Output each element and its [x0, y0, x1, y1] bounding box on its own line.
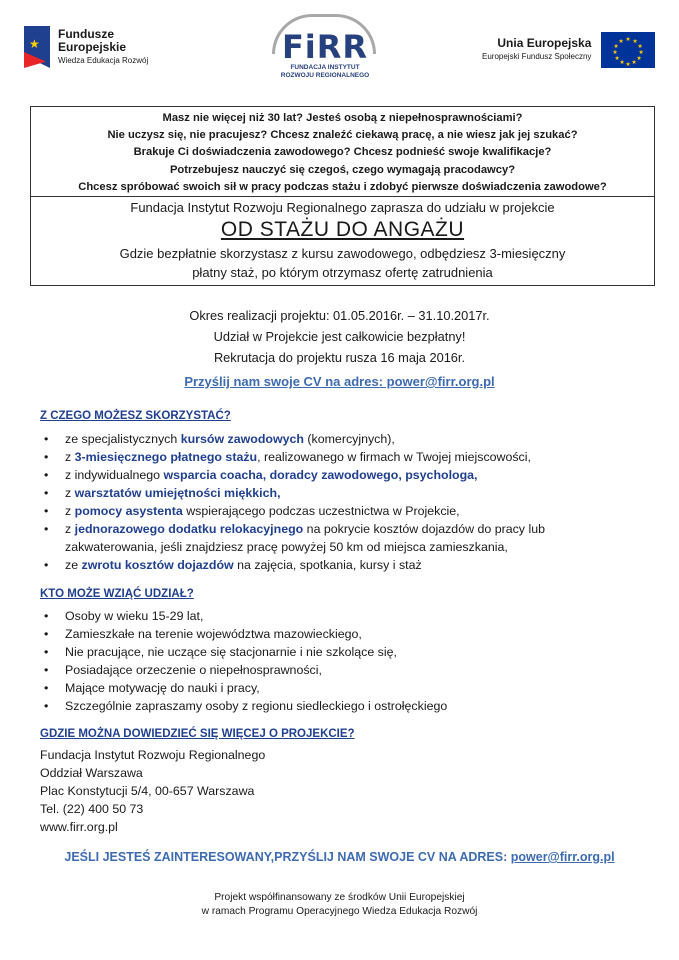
benefits-list	[44, 430, 545, 574]
contact-phone: Tel. (22) 400 50 73	[40, 802, 144, 816]
list-item: • ze zwrotu kosztów dojazdów na zajęcia, spotkania, kursy i staż	[44, 556, 545, 574]
page-footer	[0, 891, 679, 919]
question-line: Masz nie więcej niż 30 lat? Jesteś osobą z niepełnosprawnościami?	[162, 112, 523, 124]
project-info	[0, 305, 679, 368]
cv-link[interactable]: Przyślij nam swoje CV na adres: power@firr.org.pl	[184, 374, 495, 389]
ue-line2: Europejski Fundusz Społeczny	[482, 52, 592, 61]
contact-branch: Oddział Warszawa	[40, 766, 143, 780]
project-title: OD STAŻU DO ANGAŻU	[220, 218, 465, 241]
contact-block	[40, 746, 265, 836]
cta-email-link[interactable]: power@firr.org.pl	[510, 850, 615, 864]
contact-address: Plac Konstytucji 5/4, 00-657 Warszawa	[40, 784, 255, 798]
project-period: Okres realizacji projektu: 01.05.2016r. – 31.10.2017r.	[189, 308, 490, 323]
eu-flag-icon: ★ ★ ★ ★ ★ ★ ★ ★ ★ ★ ★ ★	[601, 32, 655, 68]
questions-block	[31, 107, 654, 197]
fe-mark-icon: ★	[24, 26, 50, 68]
list-item: • z 3-miesięcznego płatnego stażu, realizowanego w firmach w Twojej miejscowości,	[44, 448, 545, 466]
page-header	[0, 0, 679, 95]
fe-line3: Wiedza Edukacja Rozwój	[58, 55, 149, 65]
project-desc-line2: płatny staż, po którym otrzymasz ofertę zatrudnienia	[192, 265, 493, 280]
intro-box	[30, 106, 655, 286]
project-free: Udział w Projekcie jest całkowicie bezpłatny!	[213, 329, 466, 344]
list-item: • z pomocy asystenta wspierającego podczas uczestnictwa w Projekcie,	[44, 502, 545, 520]
fundusze-europejskie-logo	[24, 26, 148, 68]
fe-line2: Europejskie	[58, 39, 127, 54]
list-item: • Zamieszkałe na terenie województwa mazowieckiego,	[44, 625, 447, 643]
unia-europejska-logo	[482, 32, 655, 68]
firr-sub2: ROZWOJU REGIONALNEGO	[280, 72, 370, 79]
eligibility-list	[44, 607, 447, 715]
list-item: • Posiadające orzeczenie o niepełnosprawności,	[44, 661, 447, 679]
contact-org: Fundacja Instytut Rozwoju Regionalnego	[40, 748, 266, 762]
firr-name: FiRR	[281, 28, 369, 66]
invite-text: Fundacja Instytut Rozwoju Regionalnego zaprasza do udziału w projekcie	[130, 200, 555, 215]
list-item: • Szczególnie zapraszamy osoby z regionu siedleckiego i ostrołęckiego	[44, 697, 447, 715]
project-block	[31, 197, 654, 282]
question-line: Brakuje Ci doświadczenia zawodowego? Chcesz podnieść swoje kwalifikacje?	[133, 146, 552, 159]
benefits-title: Z CZEGO MOŻESZ SKORZYSTAĆ?	[40, 410, 231, 422]
eligibility-title: KTO MOŻE WZIĄĆ UDZIAŁ?	[40, 588, 194, 600]
list-item: • z indywidualnego wsparcia coacha, doradcy zawodowego, psychologa,	[44, 466, 545, 484]
list-item: • Nie pracujące, nie uczące się stacjonarnie i nie szkolące się,	[44, 643, 447, 661]
more-info-title: GDZIE MOŻNA DOWIEDZIEĆ SIĘ WIĘCEJ O PROJEKCIE?	[40, 728, 355, 740]
project-recruitment: Rekrutacja do projektu rusza 16 maja 2016r.	[213, 350, 466, 365]
footer-line2: w ramach Programu Operacyjnego Wiedza Edukacja Rozwój	[201, 906, 478, 917]
list-item: • z jednorazowego dodatku relokacyjnego na pokrycie kosztów dojazdów do pracy lub zakwaterowania, jeśli znajdziesz pracę powyżej 50 km od miejsca zamieszkania,	[44, 520, 545, 556]
list-item: • ze specjalistycznych kursów zawodowych (komercyjnych),	[44, 430, 545, 448]
question-line: Chcesz spróbować swoich sił w pracy podczas stażu i zdobyć pierwsze doświadczenia zawodowe?	[78, 180, 607, 193]
question-line: Potrzebujesz nauczyć się czegoś, czego wymagają pracodawcy?	[169, 163, 516, 176]
cta-text: JEŚLI JESTEŚ ZAINTERESOWANY,PRZYŚLIJ NAM SWOJE CV NA ADRES:	[64, 850, 511, 864]
firr-sub1: FUNDACJA INSTYTUT	[290, 64, 360, 71]
contact-website[interactable]: www.firr.org.pl	[40, 820, 118, 834]
cta-line	[0, 850, 679, 864]
list-item: • Osoby w wieku 15-29 lat,	[44, 607, 447, 625]
list-item: • z warsztatów umiejętności miękkich,	[44, 484, 545, 502]
ue-line1: Unia Europejska	[497, 36, 592, 50]
firr-logo	[270, 14, 380, 80]
project-desc-line1: Gdzie bezpłatnie skorzystasz z kursu zawodowego, odbędziesz 3-miesięczny	[119, 246, 566, 261]
question-line: Nie uczysz się, nie pracujesz? Chcesz znaleźć ciekawą pracę, a nie wiesz jak jej szukać?	[107, 129, 578, 142]
footer-line1: Projekt współfinansowany ze środków Unii Europejskiej	[214, 892, 465, 903]
fe-line1: Fundusze	[58, 26, 114, 41]
list-item: • Mające motywację do nauki i pracy,	[44, 679, 447, 697]
